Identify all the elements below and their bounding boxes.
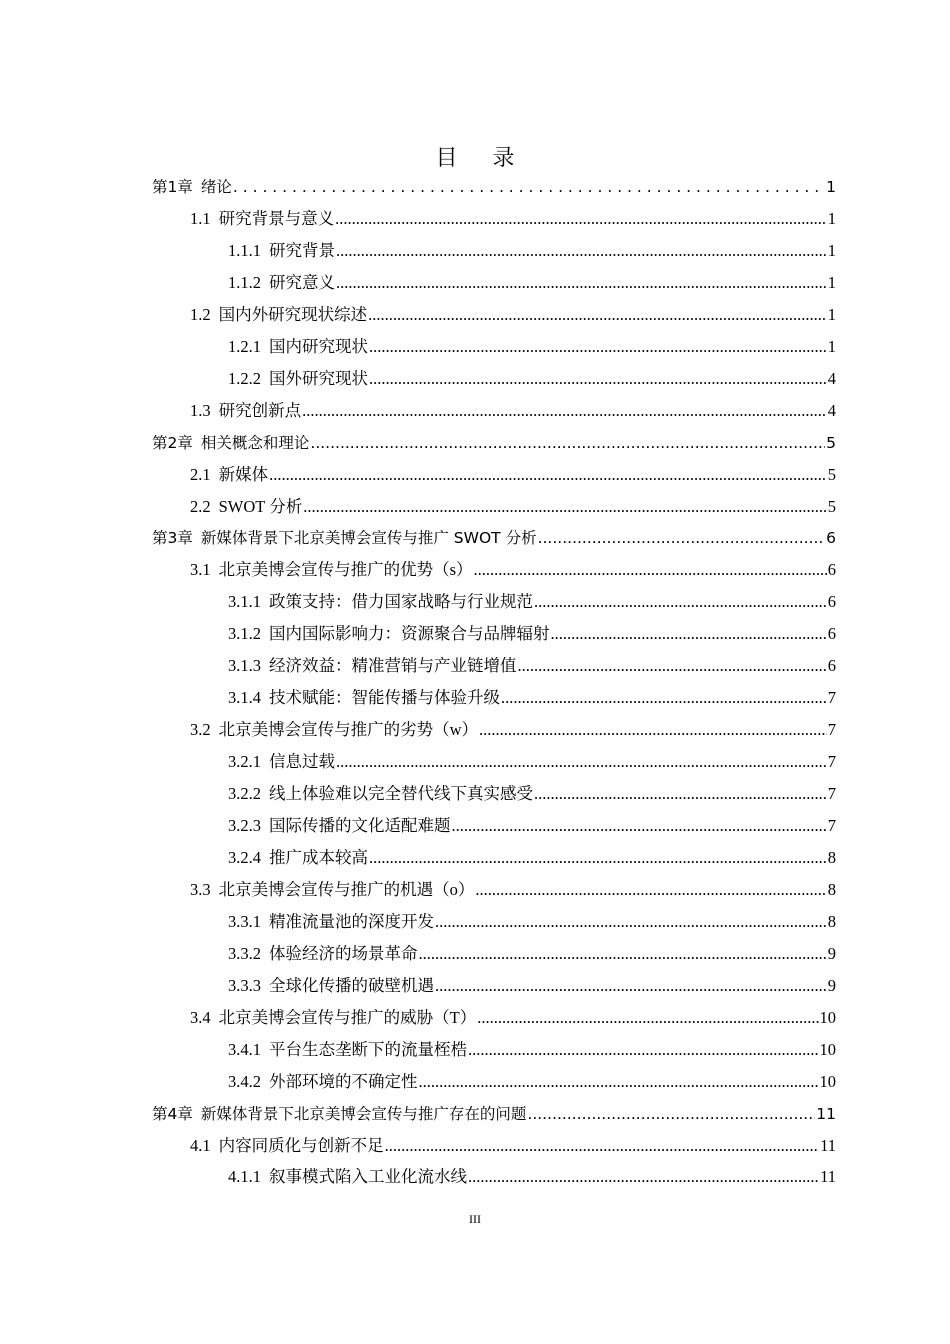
toc-entry[interactable] (190, 461, 836, 489)
dot-leader (302, 397, 827, 425)
toc-entry[interactable] (228, 333, 836, 361)
dot-leader (435, 908, 827, 936)
toc-entry[interactable] (228, 844, 836, 872)
toc-entry[interactable] (190, 205, 836, 233)
toc-entry-label: 北京美博会宣传与推广的劣势（w） (218, 720, 479, 740)
dot-leader (435, 972, 827, 1000)
toc-entry[interactable] (190, 397, 836, 425)
toc-entry-page: 8 (827, 847, 836, 867)
toc-entry-label: 新媒体背景下北京美博会宣传与推广存在的问题 (200, 1104, 527, 1123)
toc-entry-label: 国内研究现状 (269, 336, 368, 356)
dot-leader (551, 620, 827, 648)
dot-leader (310, 429, 825, 457)
toc-entry-label: 国内国际影响力：资源聚合与品牌辐射 (269, 624, 550, 644)
toc-entry-number: 3.4.2 (228, 1071, 261, 1091)
toc-entry-number: 1.1.1 (228, 240, 261, 260)
toc-entry-page: 8 (827, 911, 836, 931)
toc-entry-number: 4.1.1 (228, 1167, 261, 1187)
toc-entry[interactable] (190, 876, 836, 904)
dot-leader (269, 461, 827, 489)
toc-entry-number: 2.2 (190, 496, 211, 516)
dot-leader (419, 1068, 819, 1096)
toc-entry[interactable] (228, 812, 836, 840)
toc-entry-number: 3.3.3 (228, 975, 261, 995)
dot-leader (468, 1163, 819, 1191)
toc-entry-page: 11 (820, 1135, 836, 1155)
toc-entry-number: 3.3.1 (228, 911, 261, 931)
dot-leader (336, 269, 827, 297)
toc-entry-page: 4 (827, 368, 836, 388)
toc-entry-label: 新媒体背景下北京美博会宣传与推广 SWOT 分析 (200, 529, 537, 548)
toc-entry[interactable] (228, 365, 836, 393)
toc-entry-label: 国外研究现状 (269, 368, 368, 388)
toc-entry-page: 10 (819, 1039, 836, 1059)
toc-entry[interactable] (228, 780, 836, 808)
dot-leader (303, 493, 827, 521)
toc-entry-number: 3.2.3 (228, 816, 261, 835)
toc-entry-page: 7 (827, 720, 836, 740)
toc-entry-number: 2.1 (190, 464, 211, 484)
toc-entry-number: 第2章 (152, 433, 193, 452)
toc-entry[interactable] (228, 269, 836, 297)
dot-leader (479, 716, 827, 744)
toc-entry-label: 新媒体 (218, 464, 269, 484)
toc-entry-number: 3.1.1 (228, 592, 261, 612)
toc-entry-number: 3.4.1 (228, 1039, 261, 1059)
toc-entry-page: 11 (816, 1104, 836, 1123)
toc-entry-number: 3.2 (190, 720, 211, 740)
dot-leader (385, 1132, 819, 1160)
toc-entry-number: 3.1.2 (228, 624, 261, 644)
dot-leader (474, 556, 827, 584)
toc-entry[interactable] (228, 1163, 836, 1191)
toc-entry[interactable] (228, 620, 836, 648)
toc-entry[interactable] (152, 173, 836, 201)
toc-entry-number: 3.2.4 (228, 847, 261, 867)
toc-entry-number: 第3章 (152, 529, 193, 548)
toc-entry[interactable] (228, 684, 836, 712)
toc-entry[interactable] (228, 237, 836, 265)
toc-entry-label: 绪论 (200, 178, 232, 196)
toc-entry-label: 线上体验难以完全替代线下真实感受 (269, 784, 533, 804)
toc-entry-page: 6 (827, 624, 836, 644)
toc-entry-number: 第1章 (152, 178, 193, 196)
dot-leader (369, 844, 827, 872)
toc-entry-number: 1.2 (190, 304, 211, 324)
toc-entry-page: 1 (827, 336, 836, 356)
toc-entry-page: 4 (827, 400, 836, 420)
dot-leader (534, 780, 827, 808)
toc-entry-page: 10 (819, 1007, 836, 1027)
dot-leader (336, 237, 827, 265)
toc-entry-number: 第4章 (152, 1104, 193, 1123)
toc-entry[interactable] (228, 588, 836, 616)
toc-entry-number: 1.3 (190, 400, 211, 420)
dot-leader (475, 876, 826, 904)
toc-entry-label: 外部环境的不确定性 (269, 1071, 418, 1091)
dot-leader (368, 301, 827, 329)
toc-entry-label: 相关概念和理论 (200, 433, 310, 452)
toc-entry-number: 3.2.1 (228, 752, 261, 772)
toc-entry[interactable] (228, 940, 836, 968)
toc-entry-page: 9 (827, 943, 836, 963)
toc-entry-page: 6 (827, 560, 836, 580)
toc-entry-number: 3.3 (190, 879, 211, 899)
page-number: III (469, 1212, 481, 1226)
toc-entry-number: 3.4 (190, 1007, 211, 1027)
dot-leader (369, 365, 827, 393)
dot-leader (501, 684, 827, 712)
toc-entry-label: 全球化传播的破壁机遇 (269, 975, 434, 995)
toc-entry-page: 1 (826, 178, 836, 196)
toc-entry-label: 北京美博会宣传与推广的优势（s） (218, 560, 473, 580)
toc-entry-page: 7 (827, 816, 836, 835)
toc-entry[interactable] (152, 429, 836, 457)
toc-entry[interactable] (228, 1036, 836, 1064)
dot-leader (468, 1036, 819, 1064)
toc-entry-number: 3.1 (190, 560, 211, 580)
toc-entry-label: 推广成本较高 (269, 847, 368, 867)
toc-entry-label: 研究背景 (269, 240, 335, 260)
toc-entry-label: 内容同质化与创新不足 (218, 1135, 384, 1155)
toc-entry-page: 6 (826, 529, 836, 548)
dot-leader (527, 1100, 815, 1128)
toc-entry-label: 北京美博会宣传与推广的机遇（o） (218, 879, 475, 899)
toc-entry-label: 平台生态垄断下的流量桎梏 (269, 1039, 467, 1059)
toc-entry-number: 1.1 (190, 208, 211, 228)
toc-entry-page: 11 (820, 1167, 836, 1187)
dot-leader (518, 652, 827, 680)
dot-leader (336, 748, 827, 776)
toc-entry[interactable] (152, 524, 836, 552)
toc-entry-number: 1.1.2 (228, 272, 261, 292)
dot-leader (233, 173, 825, 201)
toc-entry-label: 叙事模式陷入工业化流水线 (269, 1167, 467, 1187)
toc-entry-page: 10 (819, 1071, 836, 1091)
dot-leader (419, 940, 827, 968)
toc-entry-page: 9 (827, 975, 836, 995)
dot-leader (477, 1004, 818, 1032)
toc-entry-label: SWOT 分析 (218, 496, 303, 516)
toc-entry-label: 政策支持：借力国家战略与行业规范 (269, 592, 533, 612)
toc-entry-page: 5 (826, 433, 836, 452)
toc-entry[interactable] (152, 1100, 836, 1128)
toc-entry-label: 信息过载 (269, 752, 335, 772)
toc-entry-number: 3.2.2 (228, 784, 261, 804)
toc-entry-label: 技术赋能：智能传播与体验升级 (269, 688, 500, 708)
toc-entry-number: 3.1.3 (228, 656, 261, 676)
toc-entry-label: 经济效益：精准营销与产业链增值 (269, 656, 517, 676)
toc-entry-page: 7 (827, 752, 836, 772)
toc-title: 目 录 (435, 146, 529, 171)
dot-leader (534, 588, 827, 616)
toc-entry[interactable] (190, 301, 836, 329)
toc-entry[interactable] (190, 1132, 836, 1160)
toc-entry-page: 5 (827, 464, 836, 484)
toc-entry-page: 1 (827, 240, 836, 260)
toc-entry[interactable] (228, 972, 836, 1000)
toc-entry-number: 1.2.1 (228, 336, 261, 356)
toc-entry[interactable] (228, 1068, 836, 1096)
dot-leader (452, 812, 827, 840)
toc-entry-page: 1 (827, 208, 836, 228)
toc-entry[interactable] (228, 652, 836, 680)
toc-entry[interactable] (190, 716, 836, 744)
toc-entry[interactable] (190, 1004, 836, 1032)
toc-entry-page: 7 (827, 688, 836, 708)
toc-entry-number: 3.1.4 (228, 688, 261, 708)
dot-leader (369, 333, 827, 361)
toc-entry-page: 1 (827, 272, 836, 292)
toc-entry-label: 北京美博会宣传与推广的威胁（T） (218, 1007, 477, 1027)
dot-leader (538, 524, 826, 552)
toc-entry-label: 国内外研究现状综述 (218, 304, 368, 324)
toc-entry-label: 研究意义 (269, 272, 335, 292)
toc-entry-number: 1.2.2 (228, 368, 261, 388)
toc-entry-page: 6 (827, 592, 836, 612)
toc-entry-number: 4.1 (190, 1135, 211, 1155)
toc-entry-page: 7 (827, 784, 836, 804)
toc-entry[interactable] (190, 493, 836, 521)
toc-entry-page: 1 (827, 304, 836, 324)
toc-entry[interactable] (228, 908, 836, 936)
toc-entry-number: 3.3.2 (228, 943, 261, 963)
toc-entry-label: 体验经济的场景革命 (269, 943, 418, 963)
toc-entry[interactable] (190, 556, 836, 584)
toc-entry-label: 精准流量池的深度开发 (269, 911, 434, 931)
toc-entry-page: 5 (827, 496, 836, 516)
toc-entry-label: 国际传播的文化适配难题 (269, 816, 451, 835)
toc-entry-label: 研究背景与意义 (218, 208, 335, 228)
toc-entry-label: 研究创新点 (218, 400, 302, 420)
toc-entry-page: 8 (827, 879, 836, 899)
toc-entry[interactable] (228, 748, 836, 776)
dot-leader (335, 205, 827, 233)
toc-entry-page: 6 (827, 656, 836, 676)
